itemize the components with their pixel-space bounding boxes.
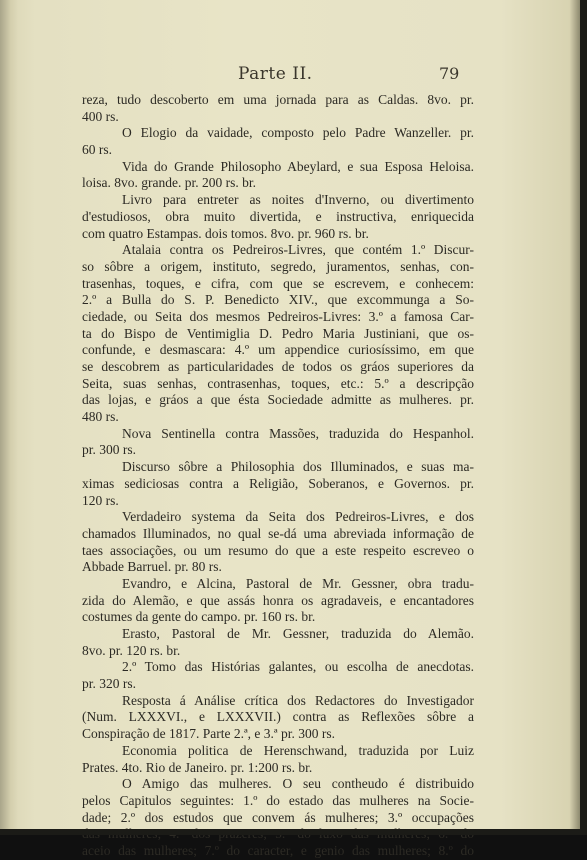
text-line: trasenhas, toques, e cifra, com que se escrevem, e conhecem: <box>82 275 474 291</box>
text-line: confunde, e desmascara: 4.º um appendice curiosíssimo, em que <box>82 342 474 358</box>
body-text <box>82 92 474 860</box>
text-line: O Elogio da vaidade, composto pelo Padre Wanzeller. pr. <box>122 125 474 141</box>
text-line: Atalaia contra os Pedreiros-Livres, que contém 1.º Discur- <box>122 242 474 258</box>
page-gutter <box>0 0 18 835</box>
text-line: dade; 2.º dos estudos que convem ás mulheres; 3.º occupações <box>82 809 474 825</box>
text-line: pr. 320 rs. <box>82 676 136 692</box>
text-line: 2.º Tomo das Histórias galantes, ou escolha de anecdotas. <box>122 659 474 675</box>
text-line: (Num. LXXXVI., e LXXXVII.) contra as Reflexões sôbre a <box>82 709 474 725</box>
text-line: pelos Capitulos seguintes: 1.º do estado das mulheres na Socie- <box>82 792 474 808</box>
text-line: ximas sediciosas contra a Religião, Soberanos, e Governos. pr. <box>82 475 474 491</box>
text-line: chamados Illuminados, no qual se-dá uma abreviada informação de <box>82 525 474 541</box>
text-line: loisa. 8vo. grande. pr. 200 rs. br. <box>82 175 256 191</box>
text-line: 2.º a Bulla do S. P. Benedicto XIV., que excommunga a So- <box>82 292 474 308</box>
text-line: Abbade Barruel. pr. 80 rs. <box>82 559 222 575</box>
text-line: pr. 300 rs. <box>82 442 136 458</box>
text-line: Vida do Grande Philosopho Abeylard, e sua Esposa Heloisa. <box>122 158 474 174</box>
text-line: ta do Bispo de Ventimiglia D. Pedro Maria Justiniani, que os- <box>82 325 474 341</box>
text-line: Resposta á Análise crítica dos Redactores do Investigador <box>122 692 474 708</box>
page-number: 79 <box>439 64 460 83</box>
text-line: 8vo. pr. 120 rs. br. <box>82 642 181 658</box>
text-line: Discurso sôbre a Philosophia dos Illuminados, e suas ma- <box>122 459 474 475</box>
text-line: taes associações, ou um resumo do que a este respeito escreveo o <box>82 542 474 558</box>
text-line: aceio das mulheres; 7.º do caracter, e genio das mulheres; 8.º do <box>82 842 474 858</box>
text-line: so sôbre a origem, instituto, segredo, juramentos, senhas, con- <box>82 258 474 274</box>
text-line: Conspiração de 1817. Parte 2.ª, e 3.ª pr. 300 rs. <box>82 726 336 742</box>
text-line: Erasto, Pastoral de Mr. Gessner, traduzida do Alemão. <box>122 626 474 641</box>
text-line: com quatro Estampas. dois tomos. 8vo. pr. 960 rs. br. <box>82 225 369 241</box>
text-line: Livro para entreter as noites d'Inverno, ou divertimento <box>122 192 474 208</box>
text-line: ciedade, ou Seita dos mesmos Pedreiros-Livres: 3.º a famosa Car- <box>82 308 474 324</box>
text-line: 120 rs. <box>82 492 119 508</box>
text-line: Economia politica de Herenschwand, traduzida por Luiz <box>122 742 474 758</box>
text-line: zida do Alemão, e que assás honra os agradaveis, e encantadores <box>82 592 474 608</box>
text-line: reza, tudo descoberto em uma jornada para as Caldas. 8vo. pr. <box>82 92 474 107</box>
text-line: 400 rs. <box>82 108 119 124</box>
text-line: costumes da gente do campo. pr. 160 rs. br. <box>82 609 316 625</box>
text-line: d'estudiosos, obra muito divertida, e instructiva, enriquecida <box>82 208 474 224</box>
text-line: Prates. 4to. Rio de Janeiro. pr. 1:200 rs. br. <box>82 759 313 775</box>
text-line: 60 rs. <box>82 142 112 158</box>
page-bottom-shadow <box>0 829 587 835</box>
page-edge-shadow <box>580 0 587 835</box>
text-line: Evandro, e Alcina, Pastoral de Mr. Gessner, obra tradu- <box>122 575 474 591</box>
text-line: Verdadeiro systema da Seita dos Pedreiros-Livres, e dos <box>122 509 474 525</box>
text-line: se descobrem as particularidades de todos os gráos superiores da <box>82 359 474 374</box>
running-header: Parte II. <box>238 64 313 84</box>
text-line: 480 rs. <box>82 409 119 425</box>
text-line: O Amigo das mulheres. O seu contheudo é distribuido <box>122 776 474 792</box>
text-line: das lojas, e gráos a que ésta Sociedade admitte as mulheres. pr. <box>82 392 474 408</box>
text-line: Nova Sentinella contra Massões, traduzida do Hespanhol. <box>122 425 474 441</box>
text-line: Seita, suas senhas, contrasenhas, toques, etc.: 5.º a descripção <box>82 375 474 391</box>
